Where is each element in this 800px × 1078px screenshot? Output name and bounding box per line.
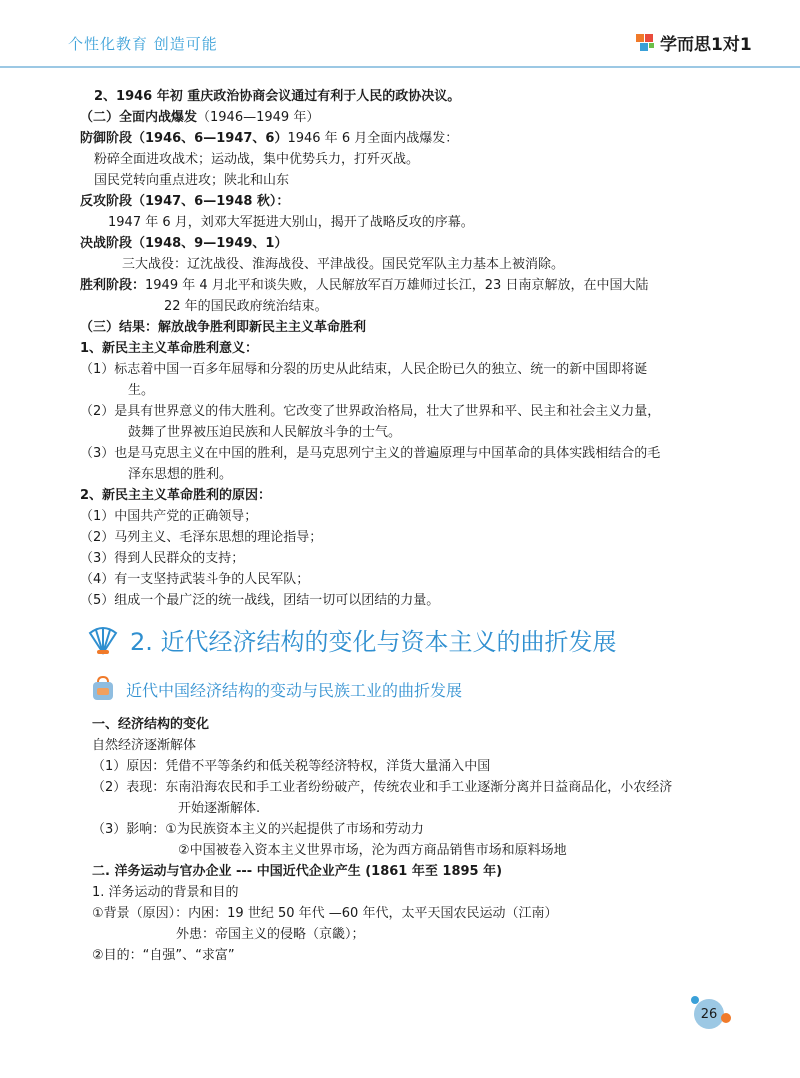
logo-text: 学而思1对1 <box>660 35 752 55</box>
text-line: 国民党转向重点进攻；陕北和山东 <box>94 173 290 188</box>
subsection-title: 近代中国经济结构的变动与民族工业的曲折发展 <box>126 680 463 700</box>
text-line: 外患：帝国主义的侵略（京畿）； <box>176 927 365 942</box>
shell-icon <box>86 625 120 655</box>
text-line: （3）影响：①为民族资本主义的兴起提供了市场和劳动力 <box>92 822 424 837</box>
line-text: 1949 年 4 月北平和谈失败，人民解放军百万雄师过长江，23 日南京解放，在中国大陆 <box>145 278 649 293</box>
bold-label: 胜利阶段： <box>80 278 146 293</box>
header-slogan: 个性化教育 创造可能 <box>68 35 218 53</box>
backpack-icon <box>90 676 116 702</box>
text-line: （2）表现：东南沿海农民和手工业者纷纷破产，传统农业和手工业逐渐分离并日益商品化，小农经济 <box>92 780 673 795</box>
text-line: （2）马列主义、毛泽东思想的理论指导； <box>80 530 323 545</box>
bold-label: （二）全面内战爆发 <box>80 110 198 125</box>
text-line <box>80 233 720 254</box>
text-line <box>80 191 720 212</box>
text-line: （1）标志着中国一百多年屈辱和分裂的历史从此结束，人民企盼已久的独立、统一的新中国即将诞 <box>80 362 648 377</box>
text-line <box>80 107 720 128</box>
bold-label: 反攻阶段（1947、6—1948 秋）： <box>80 194 290 209</box>
text-line: 三大战役：辽沈战役、淮海战役、平津战役。国民党军队主力基本上被消除。 <box>122 257 565 272</box>
text-line: 生。 <box>128 383 155 398</box>
bold-label: 决战阶段（1948、9—1949、1） <box>80 236 288 251</box>
text-line: 1947 年 6 月，刘邓大军挺进大别山，揭开了战略反攻的序幕。 <box>108 215 474 230</box>
economy-content <box>92 714 732 966</box>
text-line: 二. 洋务运动与官办企业 --- 中国近代企业产生 (1861 年至 1895 年) <box>92 864 503 879</box>
text-line: 2、1946 年初 重庆政治协商会议通过有利于人民的政协决议。 <box>94 89 461 104</box>
text-line: 鼓舞了世界被压迫民族和人民解放斗争的士气。 <box>128 425 402 440</box>
text-line: 开始逐渐解体. <box>178 801 261 816</box>
text-line: （2）是具有世界意义的伟大胜利。它改变了世界政治格局，壮大了世界和平、民主和社会主义力量， <box>80 404 661 419</box>
line-text: 1946 年 6 月全面内战爆发： <box>287 131 459 146</box>
text-line <box>80 128 720 149</box>
brand-logo <box>636 30 752 55</box>
decor-dot <box>721 1013 731 1023</box>
subsection-heading <box>90 676 462 702</box>
text-line: （3）也是马克思主义在中国的胜利，是马克思列宁主义的普遍原理与中国革命的具体实践相结合的毛 <box>80 446 661 461</box>
page-header <box>0 0 800 68</box>
history-content <box>80 86 720 611</box>
text-line: （1）原因：凭借不平等条约和低关税等经济特权，洋货大量涌入中国 <box>92 759 491 774</box>
text-line: 1. 洋务运动的背景和目的 <box>92 885 239 900</box>
text-line: （5）组成一个最广泛的统一战线，团结一切可以团结的力量。 <box>80 593 440 608</box>
text-line: 1、新民主主义革命胜利意义： <box>80 341 259 356</box>
text-line: 一、经济结构的变化 <box>92 717 210 732</box>
text-line: ①背景（原因）：内困：19 世纪 50 年代 —60 年代，太平天国农民运动（江南） <box>92 906 558 921</box>
page-number: 26 <box>694 999 724 1029</box>
header-divider <box>0 66 800 68</box>
text-line: 粉碎全面进攻战术；运动战，集中优势兵力，打歼灭战。 <box>94 152 420 167</box>
text-line: 自然经济逐渐解体 <box>92 738 197 753</box>
text-line: 22 年的国民政府统治结束。 <box>164 299 328 314</box>
bold-label: 防御阶段（1946、6—1947、6） <box>80 131 288 146</box>
text-line: （1）中国共产党的正确领导； <box>80 509 258 524</box>
text-line: （三）结果：解放战争胜利即新民主主义革命胜利 <box>80 320 367 335</box>
line-text: （1946—1949 年） <box>197 110 320 125</box>
text-line <box>80 275 720 296</box>
text-line: （3）得到人民群众的支持； <box>80 551 245 566</box>
logo-mark-icon <box>636 32 656 54</box>
text-line: （4）有一支坚持武装斗争的人民军队； <box>80 572 310 587</box>
section-title: 2. 近代经济结构的变化与资本主义的曲折发展 <box>130 628 617 656</box>
section-heading <box>86 622 617 657</box>
text-line: 2、新民主主义革命胜利的原因： <box>80 488 272 503</box>
text-line: ②中国被卷入资本主义世界市场，沦为西方商品销售市场和原料场地 <box>178 843 567 858</box>
text-line: ②目的：“自强”、“求富” <box>92 948 235 963</box>
text-line: 泽东思想的胜利。 <box>128 467 233 482</box>
